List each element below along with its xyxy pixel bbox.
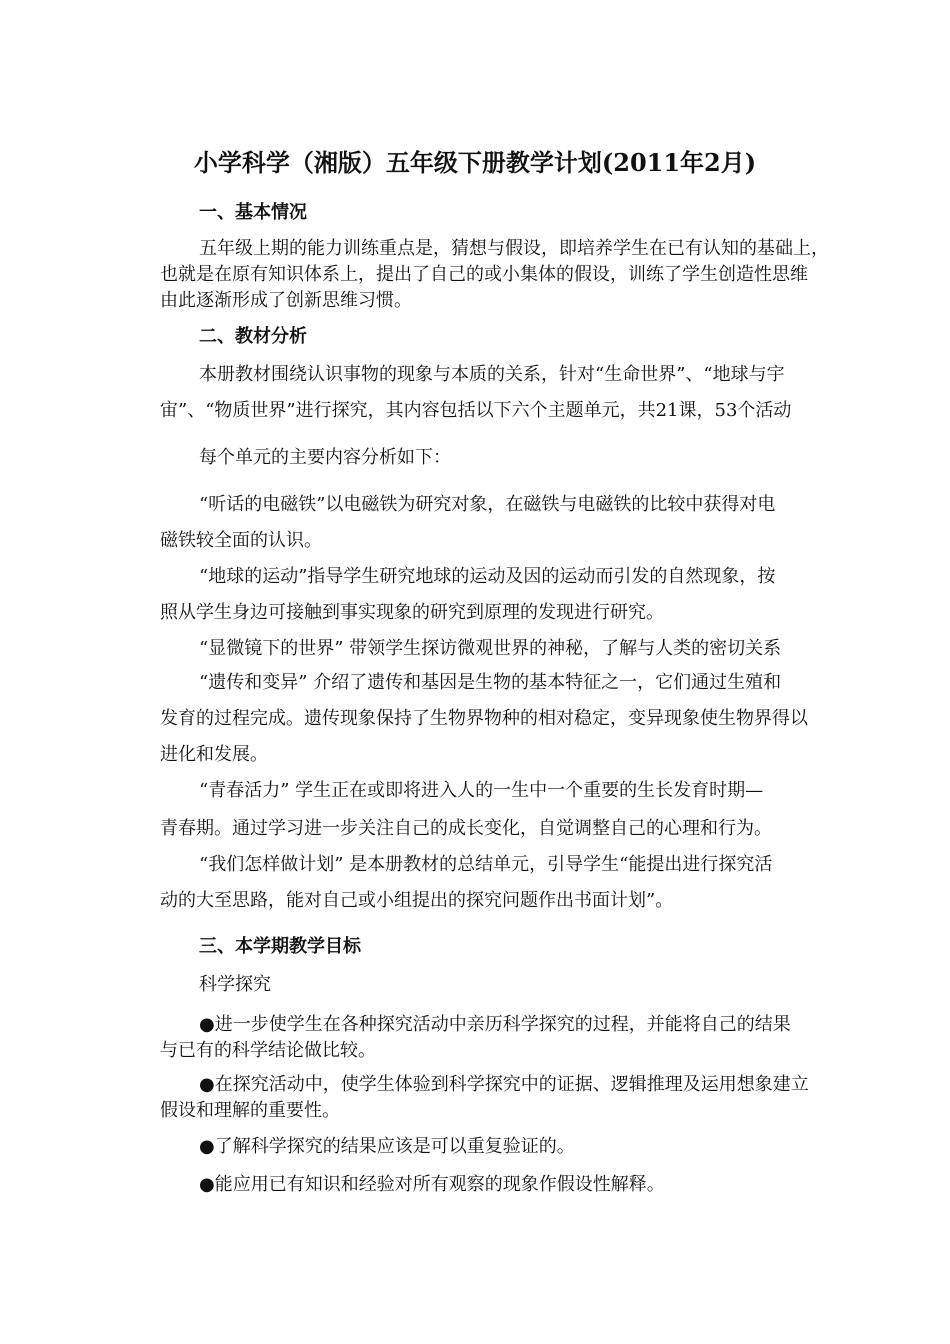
paragraph-line: “我们怎样做计划” 是本册教材的总结单元，引导学生“能提出进行探究活: [199, 854, 773, 875]
bullet-line: 与已有的科学结论做比较。: [160, 1040, 376, 1061]
section-heading-basic-situation: 一、基本情况: [199, 202, 307, 223]
paragraph-line: “遗传和变异” 介绍了遗传和基因是生物的基本特征之一，它们通过生殖和: [199, 672, 782, 693]
paragraph-line: 发育的过程完成。遗传现象保持了生物界物种的相对稳定，变异现象使生物界得以: [160, 708, 808, 729]
section-heading-teaching-goals: 三、本学期教学目标: [199, 936, 361, 957]
paragraph-line: 宙”、“物质世界”进行探究，其内容包括以下六个主题单元，共21课，53个活动: [160, 400, 792, 421]
paragraph-line: 本册教材围绕认识事物的现象与本质的关系，针对“生命世界”、“地球与宇: [199, 364, 785, 385]
bullet-line: ●能应用已有知识和经验对所有观察的现象作假设性解释。: [199, 1174, 665, 1195]
paragraph-line: 照从学生身边可接触到事实现象的研究到原理的发现进行研究。: [160, 602, 664, 623]
paragraph-line: “听话的电磁铁”以电磁铁为研究对象，在磁铁与电磁铁的比较中获得对电: [199, 494, 776, 515]
bullet-line: ●了解科学探究的结果应该是可以重复验证的。: [199, 1136, 575, 1157]
section-heading-textbook-analysis: 二、教材分析: [199, 326, 307, 347]
paragraph-line: “地球的运动”指导学生研究地球的运动及因的运动而引发的自然现象，按: [199, 566, 776, 587]
subheading-scientific-inquiry: 科学探究: [199, 974, 271, 995]
paragraph-line: 动的大至思路，能对自己或小组提出的探究问题作出书面计划”。: [160, 890, 674, 911]
paragraph-line: “青春活力” 学生正在或即将进入人的一生中一个重要的生长发育时期—: [199, 780, 764, 801]
document-title: 小学科学（湘版）五年级下册教学计划(2011年2月): [193, 148, 757, 177]
paragraph-line: 由此逐渐形成了创新思维习惯。: [160, 290, 412, 311]
paragraph-line: “显微镜下的世界” 带领学生探访微观世界的神秘，了解与人类的密切关系: [199, 638, 782, 659]
paragraph-line: 也就是在原有知识体系上，提出了自己的或小集体的假设，训练了学生创造性思维: [160, 264, 808, 285]
paragraph-line: 青春期。通过学习进一步关注自己的成长变化，自觉调整自己的心理和行为。: [160, 818, 772, 839]
bullet-line: 假设和理解的重要性。: [160, 1100, 340, 1121]
bullet-line: ●在探究活动中，使学生体验到科学探究中的证据、逻辑推理及运用想象建立: [199, 1074, 809, 1095]
paragraph-line: 五年级上期的能力训练重点是，猜想与假设，即培养学生在已有认知的基础上，: [199, 238, 829, 259]
bullet-line: ●进一步使学生在各种探究活动中亲历科学探究的过程，并能将自己的结果: [199, 1014, 791, 1035]
paragraph-line: 每个单元的主要内容分析如下：: [199, 447, 451, 468]
paragraph-line: 磁铁较全面的认识。: [160, 530, 322, 551]
paragraph-line: 进化和发展。: [160, 744, 268, 765]
